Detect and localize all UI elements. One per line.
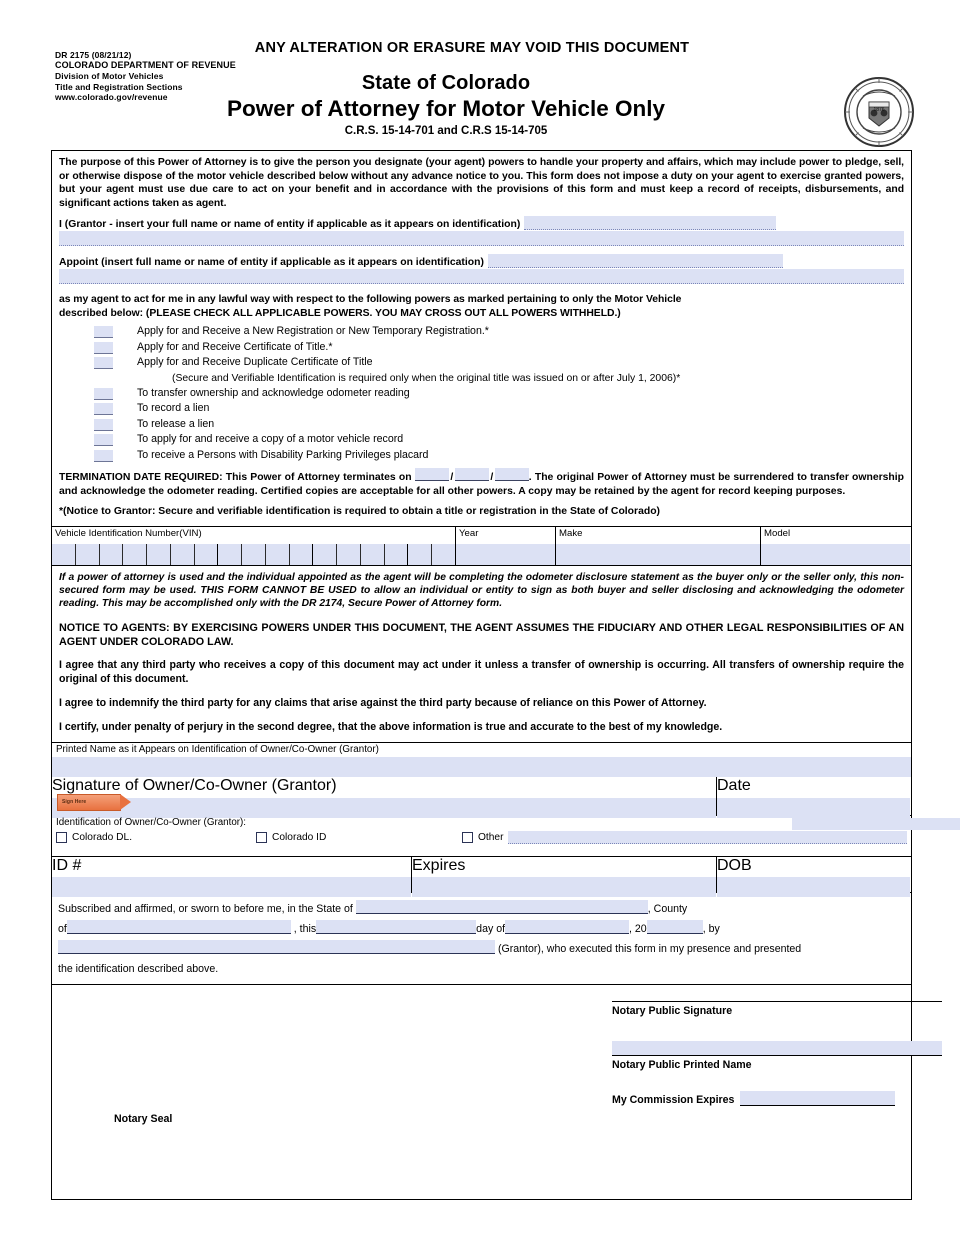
id-option-colorado-dl[interactable] [56,832,256,843]
signature-cell[interactable] [52,777,717,815]
power-checkbox[interactable] [94,419,113,431]
power-label: To transfer ownership and acknowledge odometer reading [137,386,410,399]
agent-authority-line1: as my agent to act for me in any lawful way with respect to the following powers as marked pertaining to only the Motor Vehicle [59,293,682,305]
other-id-input[interactable] [508,831,907,844]
id-option-label: Colorado ID [272,831,327,843]
powers-list-continued [59,388,904,462]
power-label: To release a lien [137,417,215,430]
grantor-name-label: I (Grantor - insert your full name or name of entity if applicable as it appears on identification) [59,218,521,230]
power-label: Apply for and Receive Duplicate Certificate of Title [137,356,373,369]
agreement-third-party: I agree that any third party who receives a copy of this document may act under it unless a transfer of ownership is occurring. All transfers of ownership require the original of this document. [59,658,904,685]
dob-label: DOB [717,856,752,874]
vehicle-table [52,526,911,566]
website-url: www.colorado.gov/revenue [55,92,168,103]
checkbox-icon[interactable] [256,832,267,843]
power-item[interactable] [59,326,904,338]
id-option-other[interactable] [462,831,911,844]
date-input[interactable] [717,798,910,818]
date-cell[interactable] [717,777,910,815]
page-title-line2: Power of Attorney for Motor Vehicle Only [227,96,665,121]
termination-footnote: *(Notice to Grantor: Secure and verifiable identification is required to obtain a title or registration in the State of Colorado) [59,505,660,517]
power-checkbox[interactable] [94,342,113,354]
jurat-year-input[interactable] [647,920,703,934]
sign-here-tag-icon[interactable] [57,794,121,811]
id-option-label: Colorado DL. [72,831,133,843]
power-label: Apply for and Receive Certificate of Title.* [137,340,333,353]
id-number-cell[interactable] [52,857,412,892]
section-name: Title and Registration Sections [55,81,183,92]
signature-label: Signature of Owner/Co-Owner (Grantor) [52,776,337,794]
jurat-by-word: , by [702,922,720,935]
alteration-notice: ANY ALTERATION OR ERASURE MAY VOID THIS DOCUMENT [254,40,690,56]
termination-lead: TERMINATION DATE REQUIRED: This Power of Attorney terminates on [59,471,412,483]
powers-list [59,326,904,369]
commission-expires-row [612,1091,895,1106]
model-label: Model [764,527,791,539]
commission-expires-label: My Commission Expires [612,1094,735,1107]
signature-input[interactable] [52,798,716,818]
vin-cell[interactable] [52,527,456,565]
jurat-grantor-input[interactable] [58,940,495,954]
identification-options [52,831,911,844]
grantor-name-row [59,216,904,230]
checkbox-icon[interactable] [56,832,67,843]
odometer-notice: If a power of attorney is used and the individual appointed as the agent will be completing the odometer disclosure statement as the buyer only or the seller only, this non-secured form may be used. THIS FORM CANNOT BE USED to allow an individual or entity to sign as both buyer and seller disclosing and acknowledging the odometer reading. This may be accomplished only with the DR 2174, Secure Power of Attorney form. [59,571,904,610]
id-details-row [52,857,911,893]
power-item[interactable] [59,403,904,415]
printed-name-input[interactable] [52,757,911,777]
id-number-label: ID # [52,856,82,874]
agreement-certify: I certify, under penalty of perjury in the second degree, that the above information is true and accurate to the best of my knowledge. [59,720,723,733]
make-cell[interactable] [556,527,761,565]
id-option-label: Other [478,831,504,843]
jurat-line3-text: (Grantor), who executed this form in my presence and presented [497,942,802,955]
power-checkbox[interactable] [94,357,113,369]
power-label: To receive a Persons with Disability Parking Privileges placard [137,448,429,461]
agent-authority-line2: described below: (PLEASE CHECK ALL APPLICABLE POWERS. YOU MAY CROSS OUT ALL POWERS WITHHELD.) [59,307,621,319]
notary-seal-label: Notary Seal [114,1113,173,1126]
notary-printed-block [612,1041,942,1071]
notary-printed-caption: Notary Public Printed Name [612,1059,752,1072]
year-label: Year [459,527,479,539]
model-cell[interactable] [761,527,910,565]
vin-character-boxes [52,544,455,565]
dob-cell[interactable] [717,857,910,892]
jurat-state-input[interactable] [356,900,648,914]
make-label: Make [559,527,583,539]
notary-printed-line [612,1055,942,1056]
jurat-day-input[interactable] [316,920,476,934]
jurat-county-word: , County [647,902,688,915]
jurat-of-word: of [58,922,67,935]
statute-reference: C.R.S. 15-14-701 and C.R.S 15-14-705 [344,125,548,137]
termination-month-input[interactable] [415,468,449,481]
appoint-name-label: Appoint (insert full name or name of entity if applicable as it appears on identification) [59,256,484,268]
jurat-line1-text: Subscribed and affirmed, or sworn to before me, in the State of [58,902,353,915]
printed-name-label: Printed Name as it Appears on Identification of Owner/Co-Owner (Grantor) [56,743,379,755]
checkbox-icon[interactable] [462,832,473,843]
sign-here-tag-label: Sign Here [62,799,87,806]
jurat-line4-text: the identification described above. [58,963,219,976]
form-header [0,0,962,137]
printed-name-block[interactable] [52,743,911,777]
power-checkbox[interactable] [94,326,113,338]
vin-label: Vehicle Identification Number(VIN) [55,527,202,539]
powers-secure-id-note: (Secure and Verifiable Identification is required only when the original title was issued on or after July 1, 2006)* [172,372,681,384]
power-label: Apply for and Receive a New Registration or New Temporary Registration.* [137,325,489,338]
year-cell[interactable] [456,527,556,565]
notice-to-agents: NOTICE TO AGENTS: BY EXERCISING POWERS UNDER THIS DOCUMENT, THE AGENT ASSUMES THE FIDUCIARY AND OTHER LEGAL RESPONSIBILITIES OF AN AGENT UNDER COLORADO LAW. [59,621,904,648]
power-item[interactable] [59,419,904,431]
notary-signature-line[interactable] [612,1001,942,1002]
other-id-prefill [792,818,960,830]
notices-section [52,571,911,742]
id-option-colorado-id[interactable] [256,832,462,843]
expires-cell[interactable] [412,857,717,892]
purpose-paragraph: The purpose of this Power of Attorney is to give the person you designate (your agent) powers to handle your property and affairs, which may include power to pledge, sell, or otherwise dispose of the motor vehicle described below without any advance notice to you. This form does not impose a duty on your agent to exercise granted powers, but your agent must use due care to act on your benefit and in accordance with the provisions of this form and must keep a record of receipts, disbursements, and significant actions taken as agent. [59,157,904,210]
termination-rest: The original Power of Attorney must be surrendered to transfer ownership and acknowledge the odometer reading. Certified copies are acceptable for all other powers. A copy may be retained by the agent for record keeping purposes. [59,471,905,497]
power-label: To record a lien [137,402,210,415]
grantor-name-input[interactable] [524,216,776,230]
notary-signature-block [612,1001,942,1017]
commission-expires-input[interactable] [740,1091,895,1106]
appoint-name-input[interactable] [488,254,783,268]
notary-signature-area [52,984,911,1133]
termination-day-input[interactable] [455,468,489,481]
jurat-month-input[interactable] [505,920,629,934]
title-block [0,72,962,137]
power-label: To apply for and receive a copy of a motor vehicle record [137,433,404,446]
power-checkbox[interactable] [94,434,113,446]
jurat-county-input[interactable] [67,920,291,934]
power-item[interactable] [59,388,904,400]
notary-signature-caption: Notary Public Signature [612,1005,733,1018]
grantor-name-overflow-input[interactable] [59,231,904,246]
purpose-section [52,151,911,519]
power-checkbox[interactable] [94,388,113,400]
date-label: Date [717,776,751,794]
expires-input[interactable] [412,877,716,897]
identification-row [52,816,911,857]
power-item[interactable] [59,450,904,462]
jurat-this-word: , this [293,922,317,935]
notary-printed-input[interactable] [612,1041,942,1055]
agreement-indemnify: I agree to indemnify the third party for any claims that arise against the third party because of reliance on this Power of Attorney. [59,696,707,709]
termination-paragraph: TERMINATION DATE REQUIRED: This Power of Attorney terminates on / / . The original Power of Attorney must be surrendered to transfer ownership and acknowledge the odometer reading. Certified copies are acceptable for all other powers. A copy may be retained by the agent for record keeping purposes. [59,468,904,499]
form-body-frame [51,150,912,1200]
signature-row [52,777,911,816]
power-item[interactable] [59,342,904,354]
dob-input[interactable] [717,877,910,897]
termination-year-input[interactable] [495,468,529,481]
appoint-name-overflow-input[interactable] [59,269,904,284]
year-input[interactable] [456,544,555,565]
make-input[interactable] [556,544,760,565]
model-input[interactable] [761,544,910,565]
id-number-input[interactable] [52,877,411,897]
page-title-line1: State of Colorado [361,72,531,94]
state-seal-icon [843,76,915,148]
department-name: COLORADO DEPARTMENT OF REVENUE [55,60,236,71]
expires-label: Expires [412,856,466,874]
notary-jurat [52,893,911,985]
power-checkbox[interactable] [94,450,113,462]
division-name: Division of Motor Vehicles [55,71,164,82]
power-item[interactable] [59,357,904,369]
identification-label: Identification of Owner/Co-Owner (Grantor): [56,816,247,828]
power-checkbox[interactable] [94,403,113,415]
jurat-year-prefix: , 20 [629,922,647,935]
jurat-dayof-word: day of [476,922,506,935]
power-item[interactable] [59,434,904,446]
svg-text:1876: 1876 [873,107,885,113]
form-number: DR 2175 (08/21/12) [55,50,132,60]
appoint-name-row [59,254,904,268]
